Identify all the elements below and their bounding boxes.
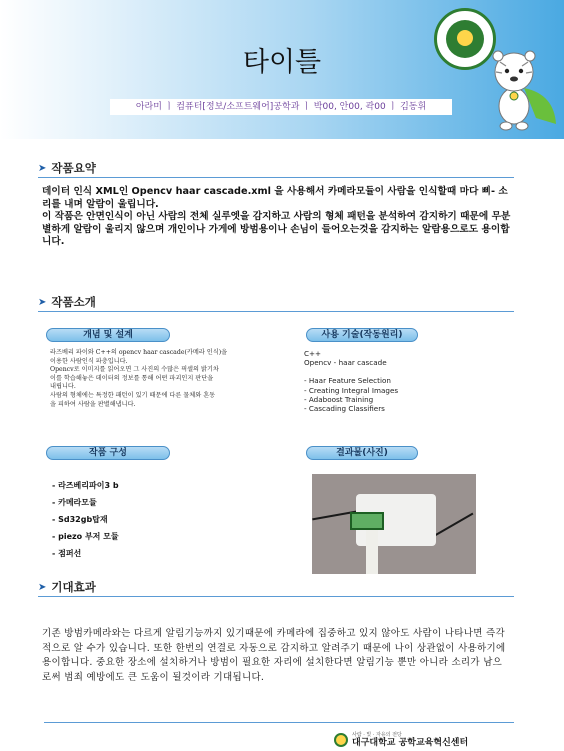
- tiger-mascot-icon: [484, 48, 560, 132]
- seal-emblem: [446, 20, 484, 58]
- concept-line: 을 피하여 사람을 판별해냅니다.: [50, 400, 136, 408]
- concept-label-pill: 개념 및 설계: [46, 328, 170, 342]
- concept-description: [50, 349, 290, 409]
- footer-text: [352, 732, 468, 748]
- tech-description: [304, 349, 504, 413]
- section-divider: [38, 311, 514, 312]
- tech-line: [304, 367, 504, 376]
- concept-line: 라즈베리 파이와 C++의 opencv haar cascade(카메라 인식)을: [50, 349, 228, 356]
- tech-line: C++: [304, 349, 322, 358]
- section-heading-summary: [38, 160, 96, 176]
- section-heading-label: 작품소개: [51, 295, 96, 309]
- footer-divider: [44, 722, 514, 723]
- tech-line: - Adaboost Training: [304, 394, 374, 404]
- tech-line: - Cascading Classifiers: [304, 404, 385, 414]
- chevron-right-icon: ➤: [38, 162, 47, 174]
- list-item: - 라즈베리파이3 b: [52, 481, 119, 490]
- summary-paragraph: 이 작품은 안면인식이 아닌 사람의 전체 실루엣을 감지하고 사람의 형체 패턴을 분석하여 감지하기 때문에 무분별하게 알람이 울리지 않으며 개인이나 가게에 방범용이나 손님이 들어오는것을 감지하는 알람용으로도 용이합니다.: [42, 211, 511, 247]
- footer-slogan: 사람 · 빛 · 자유의 전당: [352, 732, 402, 738]
- tech-line: - Creating Integral Images: [304, 385, 399, 395]
- effect-text: 기존 방범카메라와는 다르게 알림기능까지 있기때문에 카메라에 집중하고 있지 않아도 사람이 나타나면 즉각적으로 알 수가 있습니다. 또한 한번의 연결로 자동으로 감지하고 알려주기 때문에 나이 상관없이 사용하기에 용이합니다. 중요한 장소에 설치하거나 방범이 필요한 자리에 설치한다면 알림기능 뿐만 아니라 소리가 남으로써 범죄 예방에도 큰 도움이 될것이라 기대됩니다.: [42, 628, 506, 683]
- concept-line: 내립니다.: [50, 383, 76, 391]
- list-item: - 카메라모듈: [52, 498, 97, 507]
- section-divider: [38, 177, 514, 178]
- list-item: - 점퍼선: [52, 549, 82, 558]
- result-photo: [312, 474, 476, 574]
- concept-line: 이를 학습해놓은 데이터의 정보를 통해 어떤 파괴인지 판단을: [50, 374, 214, 382]
- chevron-right-icon: ➤: [38, 296, 47, 308]
- section-heading-effect: [38, 579, 96, 595]
- chevron-right-icon: ➤: [38, 581, 47, 593]
- concept-line: 사람의 형체에는 특정한 패턴이 있기 때문에 다른 물체와 혼동: [50, 391, 216, 399]
- tech-line: - Haar Feature Selection: [304, 376, 391, 386]
- concept-line: 이용한 사람인식 파충입니다.: [50, 357, 128, 365]
- section-divider: [38, 596, 514, 597]
- list-item: - Sd32gb탑재: [52, 515, 108, 524]
- footer-center-name: 대구대학교 공학교육혁신센터: [352, 738, 469, 748]
- tech-label-pill: 사용 기술(작동원리): [306, 328, 418, 342]
- list-item: - piezo 부저 모듈: [52, 532, 119, 541]
- summary-paragraph: 데이터 인식 XML인 Opencv haar cascade.xml 을 사용해서 카메라모듈이 사람을 인식할때 마다 삐- 소리를 내며 알람이 울립니다.: [42, 186, 508, 210]
- section-heading-label: 작품요약: [51, 161, 96, 175]
- tech-line: Opencv - haar cascade: [304, 358, 387, 368]
- composition-label-pill: 작품 구성: [46, 446, 170, 460]
- university-emblem-icon: [334, 733, 348, 747]
- page-title: 타이틀: [242, 47, 322, 78]
- section-heading-intro: [38, 294, 96, 310]
- team-byline: 아라미 ㅣ 컴퓨터[정보/소프트웨어]공학과 ㅣ 박00, 안00, 곽00 ㅣ 김동휘: [110, 99, 452, 115]
- photo-camera-module: [350, 512, 384, 530]
- concept-line: Opencv로 이미지를 읽어오면 그 사진의 수많은 픽셀의 밝기차: [50, 366, 219, 374]
- photo-cable: [433, 513, 474, 538]
- section-heading-label: 기대효과: [51, 580, 96, 594]
- composition-list: [52, 480, 119, 565]
- footer-logo: [334, 732, 468, 748]
- photo-ribbon-cable: [366, 530, 378, 574]
- summary-text: [42, 186, 512, 249]
- result-label-pill: 결과물(사진): [306, 446, 418, 460]
